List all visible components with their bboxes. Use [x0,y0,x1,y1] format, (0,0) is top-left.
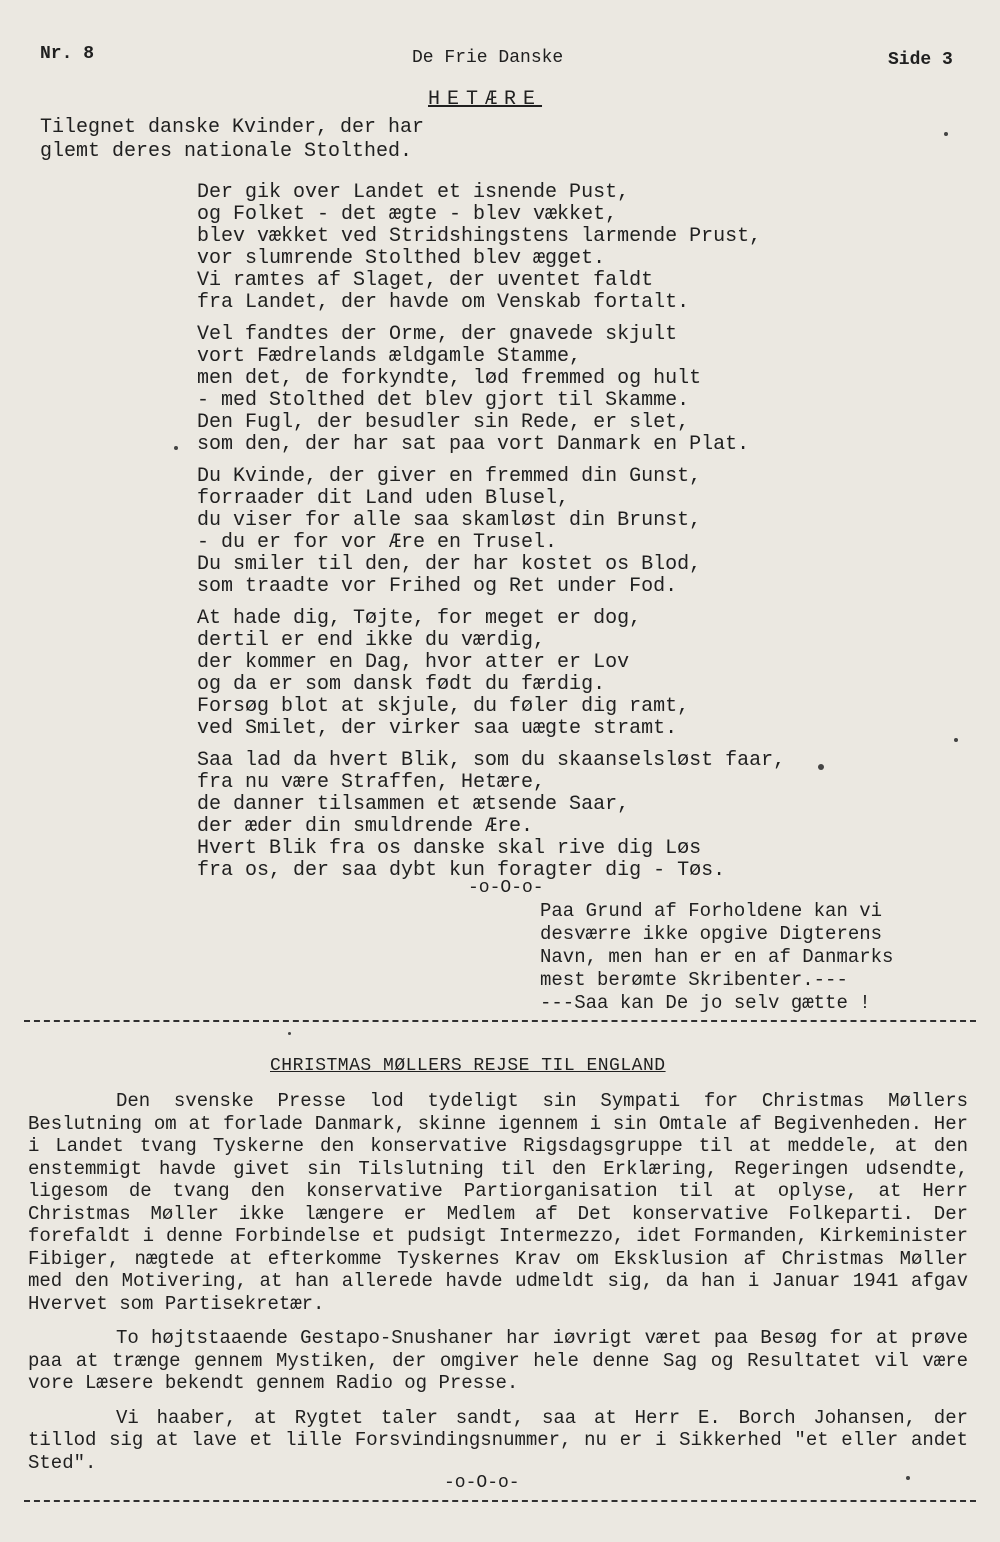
article-paragraph: Den svenske Presse lod tydeligt sin Sympati for Christmas Møllers Beslutning om at forlade Danmark, skinne igennem i sin Omtale af Begivenheden. Her i Landet tvang Tyskerne den konservative Rigsdagsgruppe til at meddele, at den enstemmigt havde givet sin Tilslutning til den Erklæring, Regeringen udsendte, ligesom de tvang den konservative Partiorganisation til at oplyse, at Herr Christmas Møller ikke længere er Medlem af Det konservative Folkeparti. Der forefaldt i denne Forbindelse et pudsigt Intermezzo, idet Formanden, Kirkeminister Fibiger, nægtede at efterkomme Tyskernes Krav om Eksklusion af Christmas Møller med den Motivering, at han allerede havde udmeldt sig, da han i Januar 1941 afgav Hvervet som Partisekretær. [28,1090,968,1315]
poem-line: vort Fædrelands ældgamle Stamme, [197,345,582,368]
note-line: ---Saa kan De jo selv gætte ! [540,992,871,1014]
poem-line: Forsøg blot at skjule, du føler dig ramt, [197,695,690,718]
poem-line: og da er som dansk født du færdig. [197,673,606,696]
poem-line: - med Stolthed det blev gjort til Skamme. [197,389,690,412]
poem-line: Du smiler til den, der har kostet os Blod, [197,553,702,576]
note-line: Navn, men han er en af Danmarks [540,946,894,968]
poem-body [197,182,785,892]
poem-line: som traadte vor Frihed og Ret under Fod. [197,575,678,598]
article-body [28,1090,968,1486]
ink-speck [954,738,958,742]
poem-line: du viser for alle saa skamløst din Brunst, [197,509,702,532]
poem-line: Vel fandtes der Orme, der gnavede skjult [197,323,678,346]
poem-dedication [40,116,424,164]
ink-speck [818,764,824,770]
poem-line: og Folket - det ægte - blev vækket, [197,203,618,226]
note-line: Paa Grund af Forholdene kan vi [540,900,883,922]
poem-line: Den Fugl, der besudler sin Rede, er slet, [197,411,690,434]
ink-speck [288,1032,291,1035]
ink-speck [944,132,948,136]
poem-line: ved Smilet, der virker saa uægte stramt. [197,717,678,740]
dedication-line: glemt deres nationale Stolthed. [40,140,413,163]
article-paragraph: To højtstaaende Gestapo-Snushaner har iøvrigt været paa Besøg for at prøve paa at trænge gennem Mystiken, der omgiver hele denne Sag og Resultatet vil være vore Læsere bekendt gennem Radio og Presse. [28,1327,968,1394]
poem-title: HETÆRE [428,88,543,111]
poem-line: de danner tilsammen et ætsende Saar, [197,793,630,816]
poem-line: Saa lad da hvert Blik, som du skaanselsløst faar, [197,749,786,772]
poem-line: Du Kvinde, der giver en fremmed din Gunst, [197,465,702,488]
poem-stanza [197,324,785,456]
note-line: desværre ikke opgive Digterens [540,923,883,945]
poem-line: forraader dit Land uden Blusel, [197,487,570,510]
ink-speck [906,1476,910,1480]
poem-line: Der gik over Landet et isnende Pust, [197,181,630,204]
poem-line: fra Landet, der havde om Venskab fortalt. [197,291,690,314]
author-note [540,900,893,1015]
poem-stanza [197,608,785,740]
poem-line: Hvert Blik fra os danske skal rive dig Løs [197,837,702,860]
poem-stanza [197,466,785,598]
poem-line: fra os, der saa dybt kun foragter dig - Tøs. [197,859,726,882]
note-line: mest berømte Skribenter.--- [540,969,848,991]
poem-line: At hade dig, Tøjte, for meget er dog, [197,607,642,630]
poem-line: som den, der har sat paa vort Danmark en Plat. [197,433,750,456]
article-separator: -o-O-o- [444,1473,520,1493]
poem-line: der æder din smuldrende Ære. [197,815,534,838]
poem-stanza [197,182,785,314]
poem-line: men det, de forkyndte, lød fremmed og hult [197,367,702,390]
poem-line: fra nu være Straffen, Hetære, [197,771,546,794]
page-header [0,44,1000,74]
poem-separator: -o-O-o- [468,878,544,898]
page-number: Side 3 [888,50,953,70]
poem-line: dertil er end ikke du værdig, [197,629,546,652]
dedication-line: Tilegnet danske Kvinder, der har [40,116,425,139]
poem-line: vor slumrende Stolthed blev ægget. [197,247,606,270]
article-paragraph: Vi haaber, at Rygtet taler sandt, saa at Herr E. Borch Johansen, der tillod sig at lave et lille Forsvindingsnummer, nu er i Sikkerhed "et eller andet Sted". [28,1406,968,1474]
poem-line: der kommer en Dag, hvor atter er Lov [197,651,630,674]
publication-name: De Frie Danske [412,48,564,68]
section-divider [24,1020,976,1022]
article-title: CHRISTMAS MØLLERS REJSE TIL ENGLAND [270,1056,666,1076]
poem-line: blev vækket ved Stridshingstens larmende Prust, [197,225,762,248]
poem-line: Vi ramtes af Slaget, der uventet faldt [197,269,654,292]
poem-stanza [197,750,785,882]
section-divider [24,1500,976,1502]
issue-number: Nr. 8 [40,44,95,64]
ink-speck [174,446,178,450]
poem-line: - du er for vor Ære en Trusel. [197,531,558,554]
